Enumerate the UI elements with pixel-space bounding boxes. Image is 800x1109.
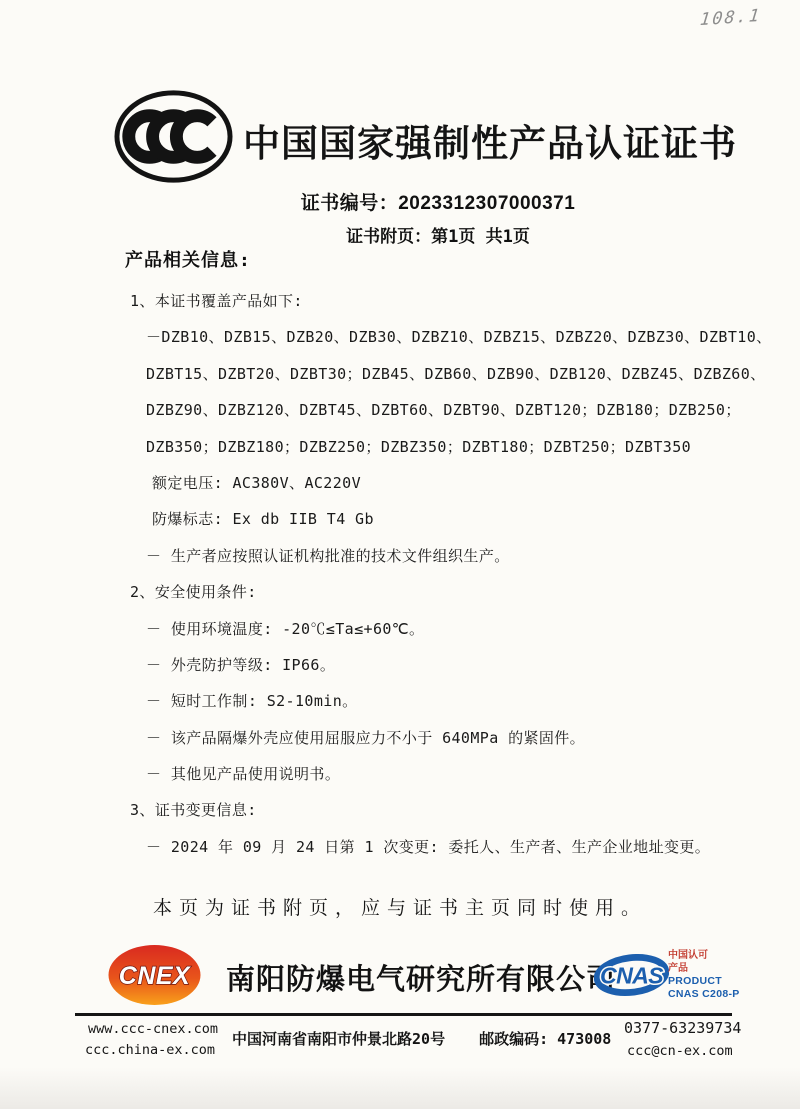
body-line: 3、证书变更信息:: [130, 801, 257, 820]
handwritten-note: 108.1: [699, 5, 763, 31]
footer-divider: [75, 1013, 732, 1016]
body-line: DZB350；DZBZ180；DZBZ250；DZBZ350；DZBT180；DZBT250；DZBT350: [146, 437, 692, 456]
certificate-page-label: 证书附页：: [346, 227, 432, 247]
document-title: 中国国家强制性产品认证证书: [243, 124, 737, 165]
body-line: DZBZ90、DZBZ120、DZBT45、DZBT60、DZBT90、DZBT120；DZB180；DZB250；: [146, 401, 741, 420]
postal-code: 邮政编码: 473008: [479, 1030, 612, 1048]
website-primary: www.ccc-cnex.com: [88, 1021, 219, 1037]
ccc-logo-icon: [112, 87, 235, 190]
certificate-number-row: [76, 188, 800, 215]
body-line: － 其他见产品使用说明书。: [146, 765, 341, 784]
cnas-logo-icon: [594, 946, 669, 1008]
cnas-caption-line3: PRODUCT: [668, 975, 723, 987]
cnas-caption: [668, 949, 740, 1001]
certificate-number-value: 2023312307000371: [398, 193, 576, 214]
svg-text:CNAS: CNAS: [600, 962, 663, 989]
cnas-caption-line4: CNAS C208-P: [668, 988, 740, 1000]
company-name: 南阳防爆电气研究所有限公司: [226, 964, 617, 996]
body-line: － 短时工作制: S2-10min。: [146, 692, 358, 711]
phone-number: 0377-63239734: [624, 1019, 742, 1037]
body-line: 额定电压: AC380V、AC220V: [152, 473, 362, 492]
company-address: 中国河南省南阳市仲景北路20号: [232, 1030, 446, 1048]
cnas-caption-line1: 中国认可: [668, 950, 708, 961]
certificate-page-value: 第1页 共1页: [431, 227, 530, 247]
body-line: 防爆标志: Ex db IIB T4 Gb: [152, 510, 374, 529]
email-address: ccc@cn-ex.com: [627, 1043, 733, 1059]
body-line: － 2024 年 09 月 24 日第 1 次变更: 委托人、生产者、生产企业地址变更。: [146, 837, 711, 856]
website-secondary: ccc.china-ex.com: [85, 1042, 216, 1058]
certificate-page-row: [76, 222, 800, 247]
certificate-number-label: 证书编号：: [300, 192, 399, 214]
body-line: DZBT15、DZBT20、DZBT30；DZB45、DZB60、DZB90、DZB120、DZBZ45、DZBZ60、: [146, 364, 766, 383]
body-line: － 外壳防护等级: IP66。: [146, 655, 336, 674]
body-line: － 生产者应按照认证机构批准的技术文件组织生产。: [146, 546, 510, 565]
body-line: －DZB10、DZB15、DZB20、DZB30、DZBZ10、DZBZ15、DZBZ20、DZBZ30、DZBT10、: [146, 328, 772, 347]
body-line: 1、本证书覆盖产品如下:: [130, 292, 303, 310]
svg-text:CNEX: CNEX: [118, 962, 191, 990]
product-info-section: [125, 246, 785, 865]
section-heading: 产品相关信息:: [125, 250, 251, 271]
address-row: [232, 1028, 611, 1049]
cnas-caption-line2: 产品: [668, 963, 688, 974]
cnex-logo-icon: [106, 942, 203, 1012]
attachment-notice: 本页为证书附页，应与证书主页同时使用。: [152, 897, 647, 919]
body-line: － 使用环境温度: -20℃≤Ta≤+60℃。: [146, 619, 425, 638]
body-line: － 该产品隔爆外壳应使用屈服应力不小于 640MPa 的紧固件。: [146, 728, 586, 747]
body-line: 2、安全使用条件:: [130, 583, 257, 602]
body-lines: [125, 283, 785, 865]
